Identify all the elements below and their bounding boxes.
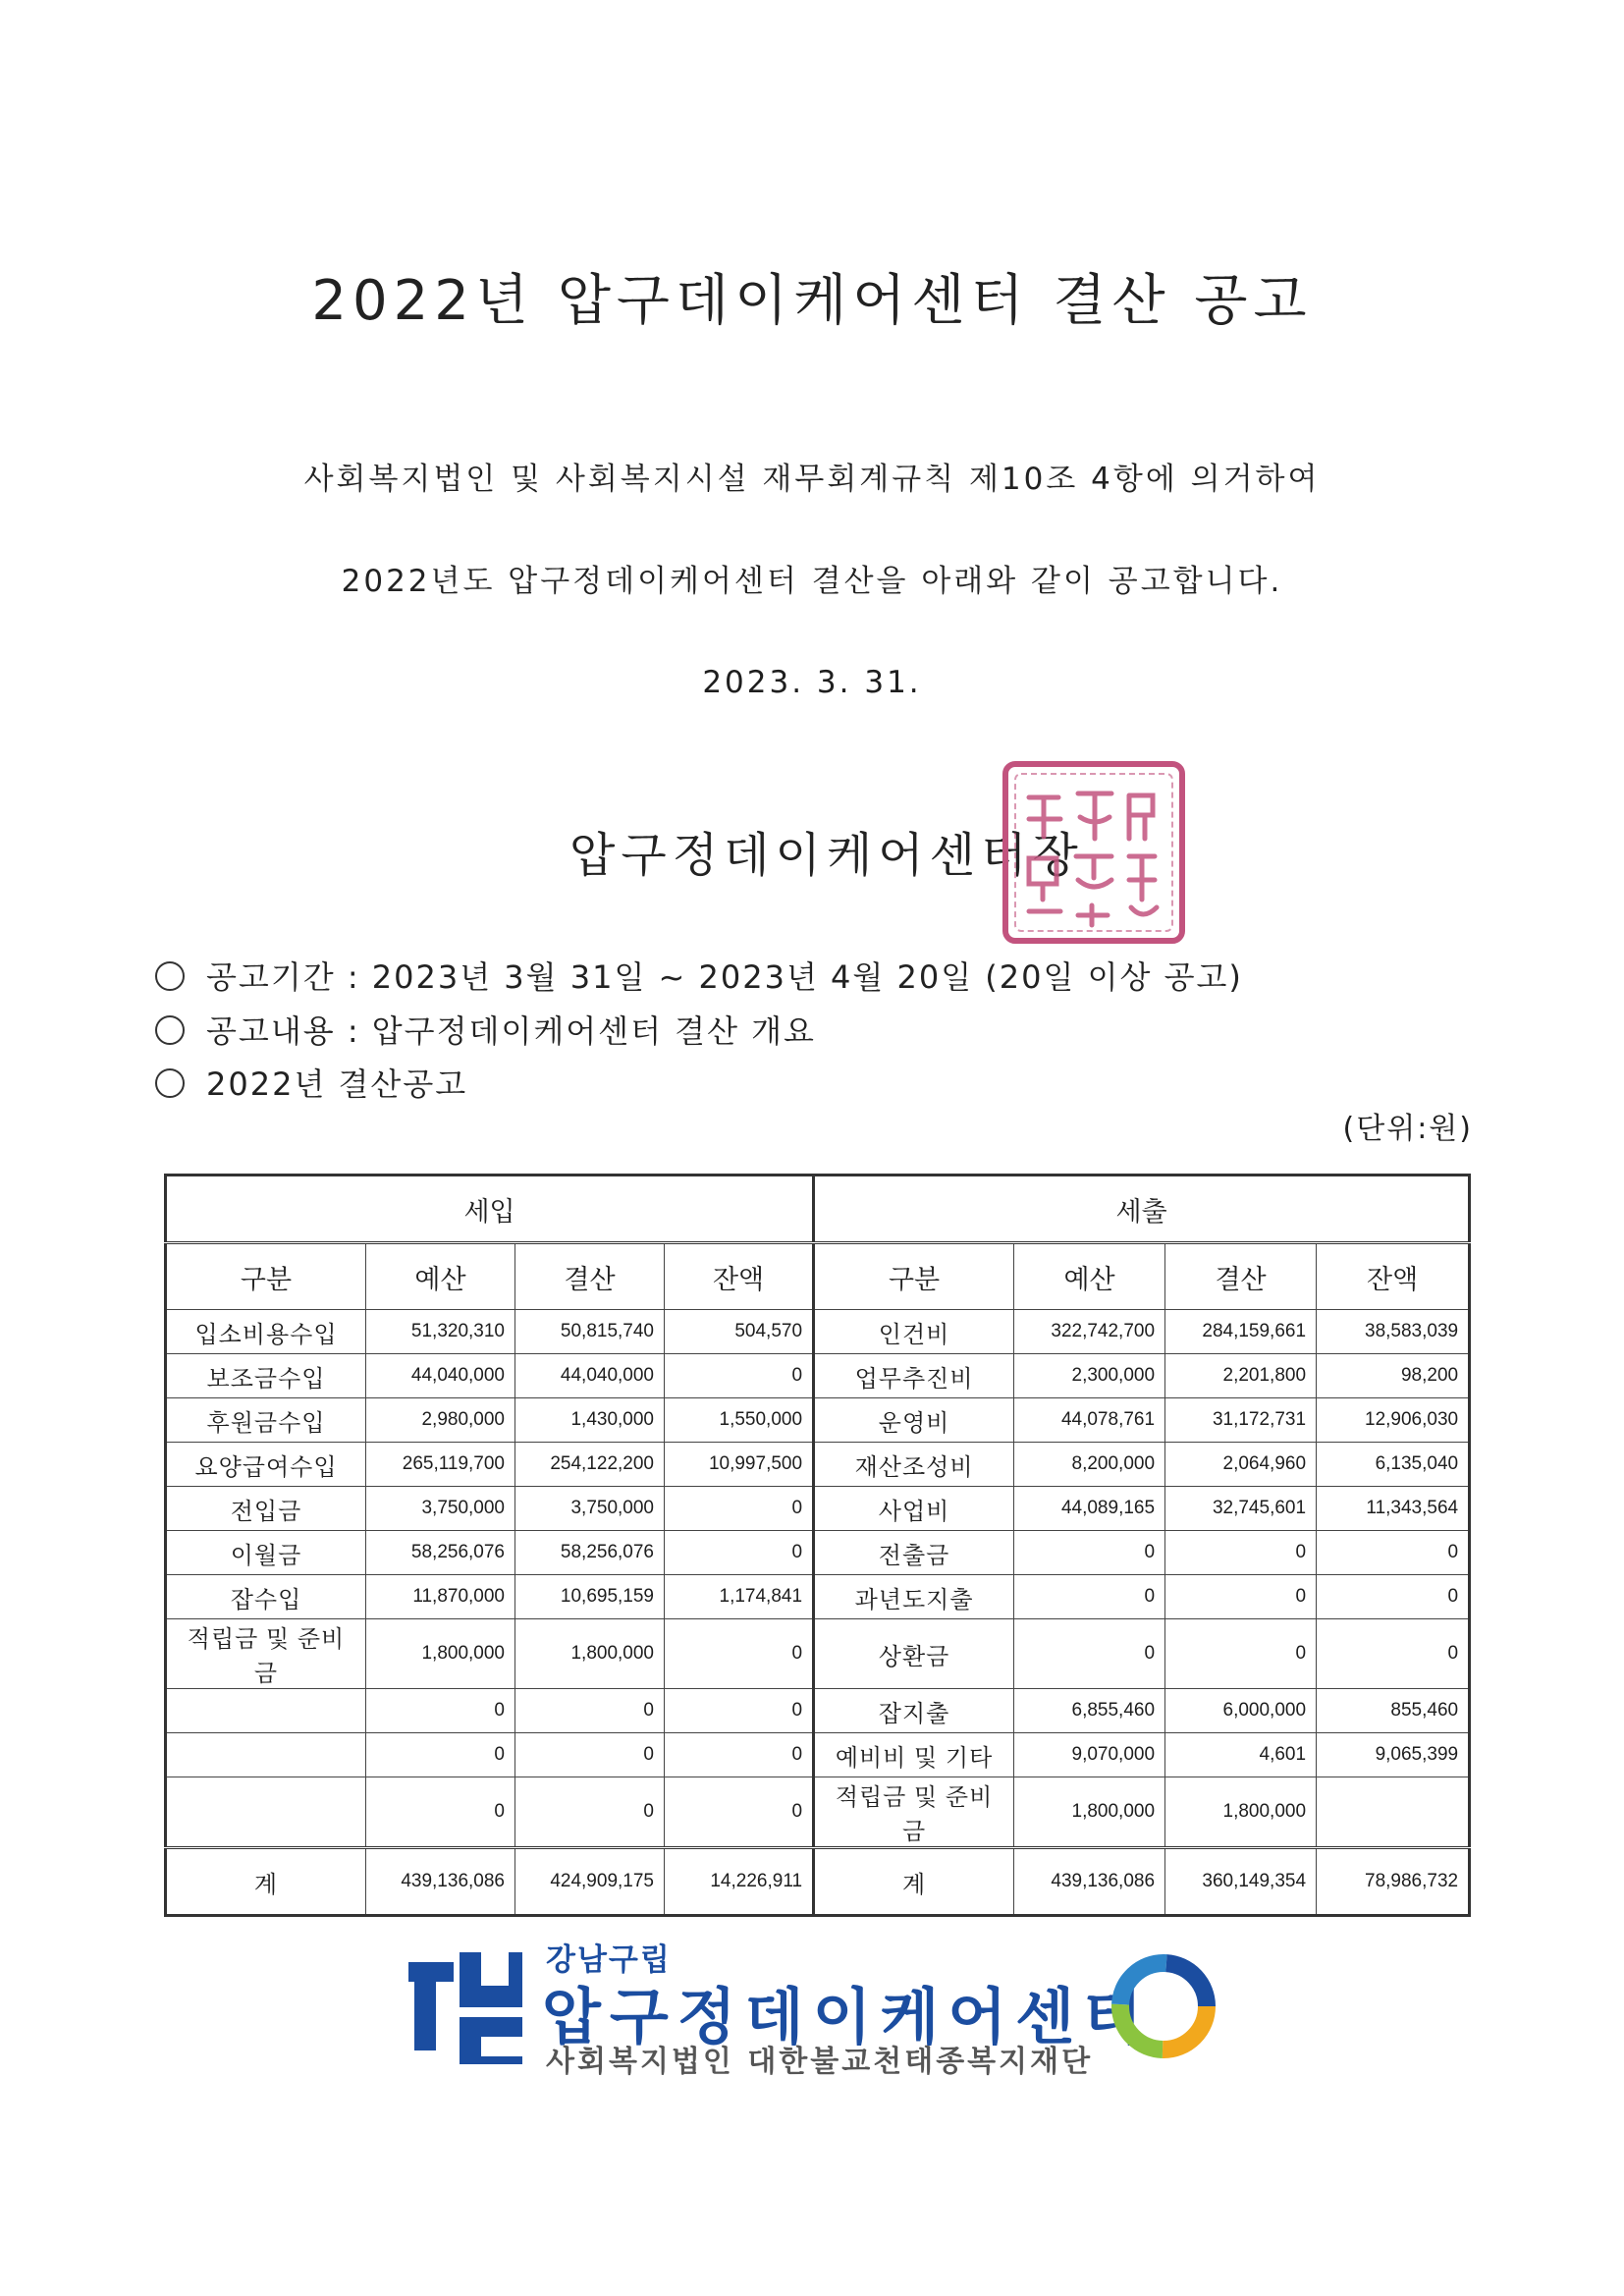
signer-name: 압구정데이케어센터장 xyxy=(569,828,1084,883)
page-title: 2022년 압구데이케어센터 결산 공고 xyxy=(311,269,1313,333)
amount-cell: 0 xyxy=(665,1777,814,1848)
table-row xyxy=(166,1575,1470,1619)
category-cell: 보조금수입 xyxy=(166,1354,366,1398)
amount-cell: 439,136,086 xyxy=(366,1848,515,1916)
table-row xyxy=(166,1733,1470,1777)
category-cell: 상환금 xyxy=(814,1619,1014,1689)
amount-cell: 6,135,040 xyxy=(1317,1443,1470,1487)
circle-bullet-icon xyxy=(155,1015,185,1045)
amount-cell: 0 xyxy=(665,1487,814,1531)
amount-cell: 0 xyxy=(1317,1575,1470,1619)
amount-cell: 44,078,761 xyxy=(1014,1398,1165,1443)
column-header-income-3: 잔액 xyxy=(665,1243,814,1310)
category-cell: 사업비 xyxy=(814,1487,1014,1531)
intro-line-1: 사회복지법인 및 사회복지시설 재무회계규칙 제10조 4항에 의거하여 xyxy=(303,462,1321,497)
bullet-notice-period: 공고기간 : 2023년 3월 31일 ~ 2023년 4월 20일 (20일 이상 공고) xyxy=(155,953,1243,998)
bullet-settlement: 2022년 결산공고 xyxy=(155,1060,467,1105)
amount-cell: 0 xyxy=(366,1689,515,1733)
table-row xyxy=(166,1398,1470,1443)
amount-cell: 1,174,841 xyxy=(665,1575,814,1619)
amount-cell: 504,570 xyxy=(665,1310,814,1354)
amount-cell: 254,122,200 xyxy=(515,1443,665,1487)
column-header-expense-3: 잔액 xyxy=(1317,1243,1470,1310)
category-cell: 재산조성비 xyxy=(814,1443,1014,1487)
column-header-expense-1: 예산 xyxy=(1014,1243,1165,1310)
expense-section-header: 세출 xyxy=(814,1175,1470,1243)
amount-cell: 1,430,000 xyxy=(515,1398,665,1443)
official-seal xyxy=(1000,758,1188,947)
amount-cell: 1,800,000 xyxy=(1165,1777,1317,1848)
amount-cell: 14,226,911 xyxy=(665,1848,814,1916)
column-header-income-1: 예산 xyxy=(366,1243,515,1310)
amount-cell: 0 xyxy=(1165,1575,1317,1619)
amount-cell: 360,149,354 xyxy=(1165,1848,1317,1916)
amount-cell: 284,159,661 xyxy=(1165,1310,1317,1354)
category-cell: 운영비 xyxy=(814,1398,1014,1443)
foundation-ring-logo-icon xyxy=(1106,1948,1221,2064)
amount-cell: 9,070,000 xyxy=(1014,1733,1165,1777)
amount-cell: 0 xyxy=(1014,1619,1165,1689)
amount-cell: 6,000,000 xyxy=(1165,1689,1317,1733)
amount-cell: 265,119,700 xyxy=(366,1443,515,1487)
amount-cell: 322,742,700 xyxy=(1014,1310,1165,1354)
table-row xyxy=(166,1487,1470,1531)
amount-cell: 0 xyxy=(665,1733,814,1777)
category-cell: 예비비 및 기타 xyxy=(814,1733,1014,1777)
amount-cell: 3,750,000 xyxy=(515,1487,665,1531)
amount-cell: 9,065,399 xyxy=(1317,1733,1470,1777)
amount-cell: 58,256,076 xyxy=(515,1531,665,1575)
bullet-notice-content: 공고내용 : 압구정데이케어센터 결산 개요 xyxy=(155,1007,816,1052)
category-cell: 과년도지출 xyxy=(814,1575,1014,1619)
table-row xyxy=(166,1443,1470,1487)
amount-cell: 2,300,000 xyxy=(1014,1354,1165,1398)
amount-cell: 0 xyxy=(665,1531,814,1575)
amount-cell: 1,800,000 xyxy=(1014,1777,1165,1848)
logo-center-name: 압구정데이케어센터 xyxy=(542,1981,1152,2052)
column-header-income-0: 구분 xyxy=(166,1243,366,1310)
amount-cell: 11,343,564 xyxy=(1317,1487,1470,1531)
amount-cell: 10,695,159 xyxy=(515,1575,665,1619)
circle-bullet-icon xyxy=(155,1068,185,1098)
amount-cell: 10,997,500 xyxy=(665,1443,814,1487)
category-cell xyxy=(166,1733,366,1777)
amount-cell: 58,256,076 xyxy=(366,1531,515,1575)
logo-subtitle: 강남구립 xyxy=(546,1942,672,1978)
amount-cell: 0 xyxy=(1317,1531,1470,1575)
category-cell: 전출금 xyxy=(814,1531,1014,1575)
amount-cell: 11,870,000 xyxy=(366,1575,515,1619)
table-row xyxy=(166,1619,1470,1689)
logo-foundation-name: 사회복지법인 대한불교천태종복지재단 xyxy=(546,2045,1094,2079)
center-logo-icon xyxy=(401,1944,526,2066)
column-header-expense-2: 결산 xyxy=(1165,1243,1317,1310)
amount-cell: 855,460 xyxy=(1317,1689,1470,1733)
amount-cell: 0 xyxy=(1014,1531,1165,1575)
amount-cell: 51,320,310 xyxy=(366,1310,515,1354)
category-cell: 적립금 및 준비금 xyxy=(814,1777,1014,1848)
category-cell: 업무추진비 xyxy=(814,1354,1014,1398)
category-cell: 인건비 xyxy=(814,1310,1014,1354)
amount-cell: 50,815,740 xyxy=(515,1310,665,1354)
amount-cell: 1,550,000 xyxy=(665,1398,814,1443)
amount-cell: 0 xyxy=(515,1689,665,1733)
notice-date: 2023. 3. 31. xyxy=(702,665,922,700)
amount-cell: 78,986,732 xyxy=(1317,1848,1470,1916)
category-cell xyxy=(166,1689,366,1733)
category-cell: 계 xyxy=(166,1848,366,1916)
column-header-income-2: 결산 xyxy=(515,1243,665,1310)
amount-cell: 0 xyxy=(515,1777,665,1848)
category-cell: 계 xyxy=(814,1848,1014,1916)
amount-cell: 32,745,601 xyxy=(1165,1487,1317,1531)
amount-cell: 38,583,039 xyxy=(1317,1310,1470,1354)
amount-cell: 1,800,000 xyxy=(366,1619,515,1689)
amount-cell: 0 xyxy=(1317,1619,1470,1689)
amount-cell: 3,750,000 xyxy=(366,1487,515,1531)
amount-cell: 1,800,000 xyxy=(515,1619,665,1689)
amount-cell: 0 xyxy=(1165,1531,1317,1575)
total-row xyxy=(166,1848,1470,1916)
amount-cell: 0 xyxy=(665,1689,814,1733)
amount-cell: 0 xyxy=(1014,1575,1165,1619)
income-section-header: 세입 xyxy=(166,1175,814,1243)
amount-cell: 0 xyxy=(366,1777,515,1848)
category-cell: 이월금 xyxy=(166,1531,366,1575)
category-cell: 잡수입 xyxy=(166,1575,366,1619)
amount-cell: 44,089,165 xyxy=(1014,1487,1165,1531)
amount-cell: 31,172,731 xyxy=(1165,1398,1317,1443)
amount-cell: 2,201,800 xyxy=(1165,1354,1317,1398)
circle-bullet-icon xyxy=(155,961,185,991)
amount-cell: 2,064,960 xyxy=(1165,1443,1317,1487)
amount-cell: 8,200,000 xyxy=(1014,1443,1165,1487)
amount-cell: 98,200 xyxy=(1317,1354,1470,1398)
amount-cell: 44,040,000 xyxy=(366,1354,515,1398)
amount-cell: 0 xyxy=(665,1619,814,1689)
amount-cell: 0 xyxy=(1165,1619,1317,1689)
amount-cell: 44,040,000 xyxy=(515,1354,665,1398)
amount-cell: 2,980,000 xyxy=(366,1398,515,1443)
amount-cell: 0 xyxy=(515,1733,665,1777)
table-row xyxy=(166,1531,1470,1575)
amount-cell: 6,855,460 xyxy=(1014,1689,1165,1733)
category-cell: 적립금 및 준비금 xyxy=(166,1619,366,1689)
column-header-expense-0: 구분 xyxy=(814,1243,1014,1310)
amount-cell: 439,136,086 xyxy=(1014,1848,1165,1916)
column-header-row xyxy=(166,1243,1470,1310)
category-cell: 잡지출 xyxy=(814,1689,1014,1733)
table-row xyxy=(166,1354,1470,1398)
amount-cell xyxy=(1317,1777,1470,1848)
amount-cell: 12,906,030 xyxy=(1317,1398,1470,1443)
table-row xyxy=(166,1777,1470,1848)
amount-cell: 0 xyxy=(665,1354,814,1398)
amount-cell: 4,601 xyxy=(1165,1733,1317,1777)
category-cell: 요양급여수입 xyxy=(166,1443,366,1487)
amount-cell: 0 xyxy=(366,1733,515,1777)
unit-label: (단위:원) xyxy=(1342,1112,1473,1146)
intro-line-2: 2022년도 압구정데이케어센터 결산을 아래와 같이 공고합니다. xyxy=(341,564,1283,599)
amount-cell: 424,909,175 xyxy=(515,1848,665,1916)
category-cell: 전입금 xyxy=(166,1487,366,1531)
category-cell xyxy=(166,1777,366,1848)
settlement-table xyxy=(164,1174,1471,1917)
category-cell: 후원금수입 xyxy=(166,1398,366,1443)
table-row xyxy=(166,1689,1470,1733)
table-row xyxy=(166,1310,1470,1354)
category-cell: 입소비용수입 xyxy=(166,1310,366,1354)
